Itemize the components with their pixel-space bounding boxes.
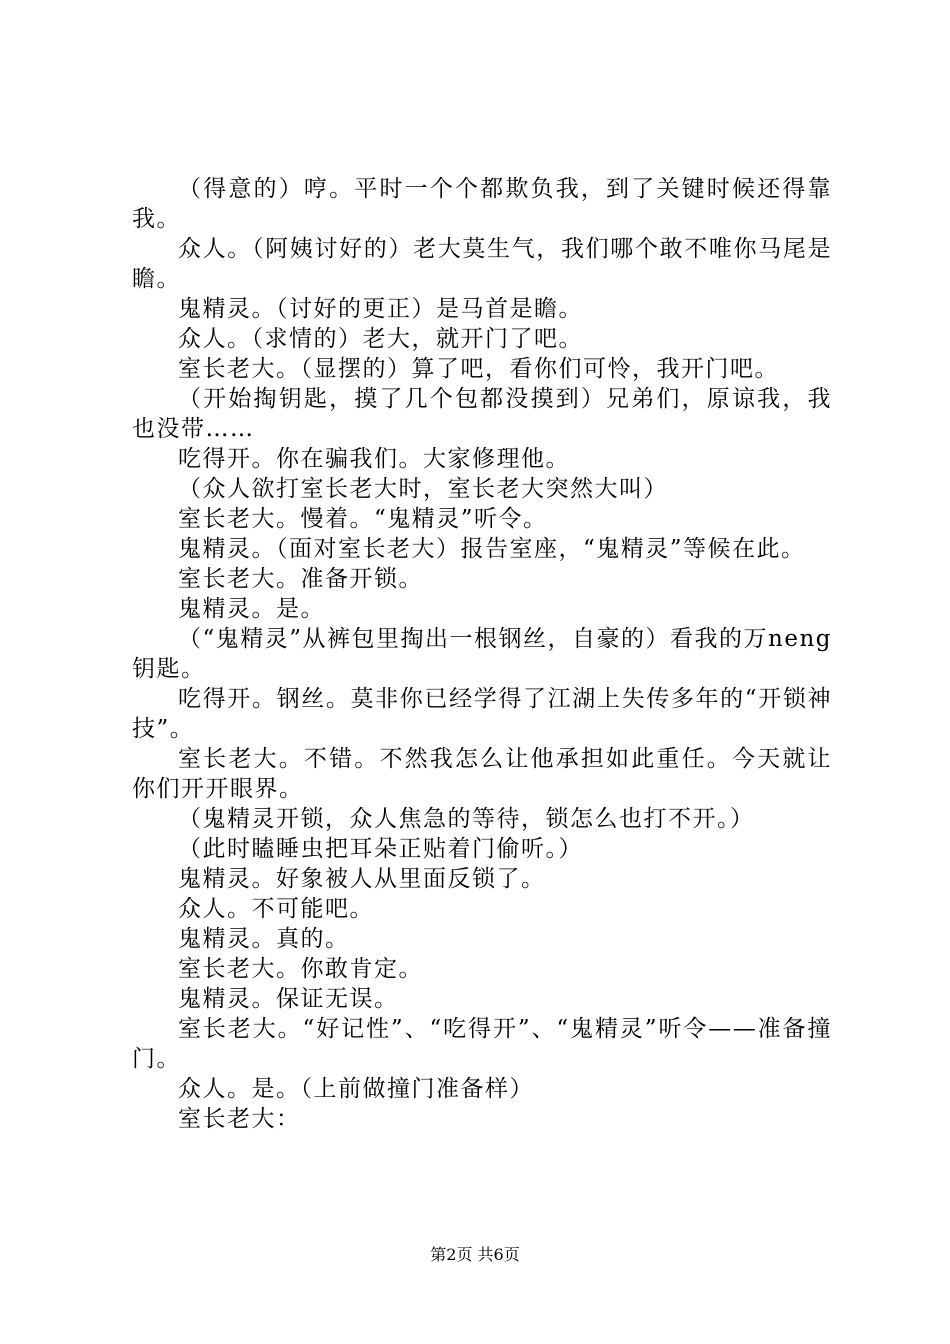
paragraph: 室长老大。你敢肯定。 <box>178 956 423 982</box>
paragraph: 众人。（求情的）老大，就开门了吧。 <box>178 326 583 352</box>
page-number: 第2页 共6页 <box>430 1245 520 1264</box>
paragraph: 众人。是。（上前做撞门准备样） <box>178 1076 534 1102</box>
paragraph: 鬼精灵。保证无误。 <box>178 986 399 1012</box>
paragraph: 鬼精灵。（讨好的更正）是马首是瞻。 <box>178 296 583 322</box>
paragraph: （开始掏钥匙，摸了几个包都没摸到）兄弟们，原谅我，我也没带…… <box>132 386 832 442</box>
paragraph: 室长老大。（显摆的）算了吧，看你们可怜，我开门吧。 <box>178 356 779 382</box>
script-body <box>132 174 832 1134</box>
paragraph: 室长老大。不错。不然我怎么让他承担如此重任。今天就让你们开开眼界。 <box>132 746 832 802</box>
paragraph: 鬼精灵。（面对室长老大）报告室座，“鬼精灵”等候在此。 <box>178 536 806 562</box>
paragraph: 室长老大。准备开锁。 <box>178 566 423 592</box>
paragraph: 众人。不可能吧。 <box>178 896 374 922</box>
paragraph: （“鬼精灵”从裤包里掏出一根钢丝，自豪的）看我的万neng钥匙。 <box>132 626 832 682</box>
paragraph: 众人。（阿姨讨好的）老大莫生气，我们哪个敢不唯你马尾是瞻。 <box>132 236 832 292</box>
paragraph: （此时瞌睡虫把耳朵正贴着门偷听。） <box>178 836 583 862</box>
paragraph: 室长老大： <box>178 1106 301 1132</box>
paragraph: 鬼精灵。是。 <box>178 596 325 622</box>
paragraph: 吃得开。你在骗我们。大家修理他。 <box>178 446 570 472</box>
paragraph: 室长老大。慢着。“鬼精灵”听令。 <box>178 506 548 532</box>
paragraph: 吃得开。钢丝。莫非你已经学得了江湖上失传多年的“开锁神技”。 <box>132 686 832 742</box>
paragraph: （得意的）哼。平时一个个都欺负我，到了关键时候还得靠我。 <box>132 176 832 232</box>
paragraph: 鬼精灵。真的。 <box>178 926 350 952</box>
paragraph: 室长老大。“好记性”、“吃得开”、“鬼精灵”听令——准备撞门。 <box>132 1016 832 1072</box>
paragraph: （众人欲打室长老大时，室长老大突然大叫） <box>178 476 668 502</box>
page-footer <box>0 1244 950 1266</box>
paragraph: （鬼精灵开锁，众人焦急的等待，锁怎么也打不开。） <box>178 806 755 832</box>
paragraph: 鬼精灵。好象被人从里面反锁了。 <box>178 866 546 892</box>
